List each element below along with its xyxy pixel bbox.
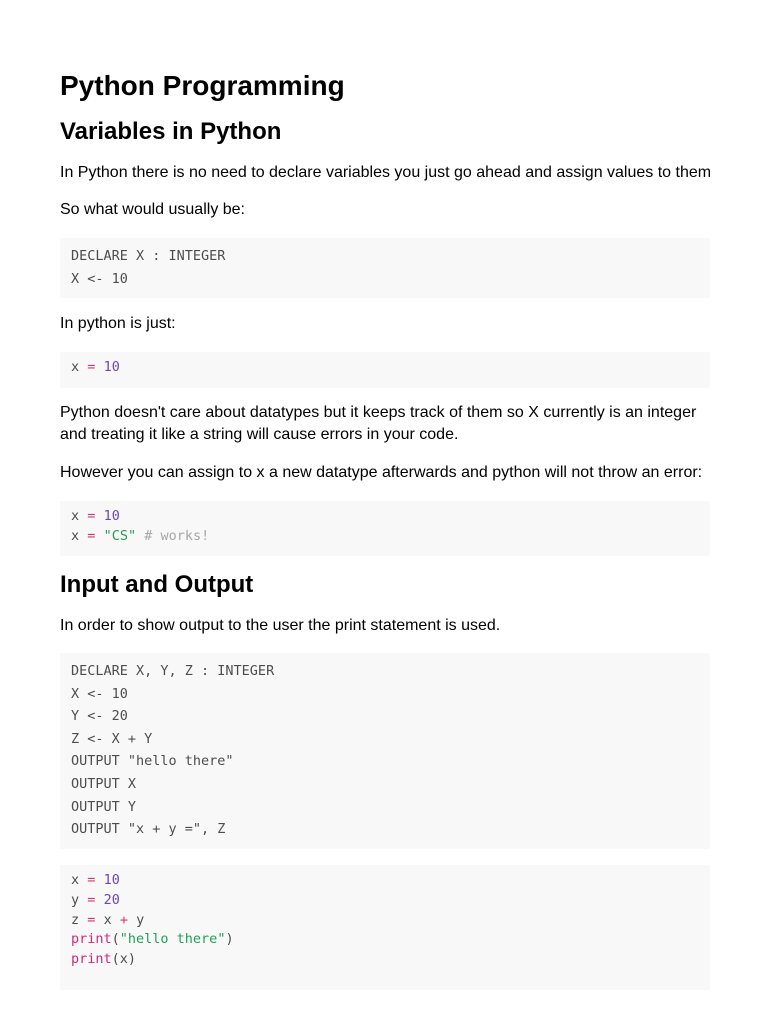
section-heading-input-output: Input and Output <box>60 571 254 598</box>
code-line: X <- 10 <box>71 270 128 287</box>
code-line: y = 20 <box>71 891 120 908</box>
code-line: DECLARE X, Y, Z : INTEGER <box>71 663 275 679</box>
code-line: OUTPUT Y <box>71 798 137 815</box>
page-title: Python Programming <box>60 70 345 101</box>
paragraph: However you can assign to x a new datatype afterwards and python will not throw an error: <box>60 464 703 481</box>
paragraph: In python is just: <box>60 315 176 332</box>
code-line: print(x) <box>71 951 137 968</box>
code-line: OUTPUT "x + y =", Z <box>71 821 226 838</box>
paragraph: In order to show output to the user the print statement is used. <box>60 617 501 634</box>
pseudocode-block <box>60 653 710 849</box>
code-line: OUTPUT X <box>71 775 137 792</box>
code-line: X <- 10 <box>71 685 128 702</box>
paragraph: Python doesn't care about datatypes but it keeps track of them so X currently is an integer and treating it like a string will cause errors in your code. <box>60 404 697 443</box>
code-line: x = 10 <box>71 359 120 375</box>
python-code-block <box>60 501 710 556</box>
code-line: print("hello there") <box>71 931 234 948</box>
python-code-block <box>60 352 710 388</box>
code-line: Y <- 20 <box>71 708 128 725</box>
section-heading-variables: Variables in Python <box>60 118 282 145</box>
python-code-block <box>60 865 710 990</box>
pseudocode-block <box>60 238 710 298</box>
code-line: x = 10 <box>71 872 120 888</box>
paragraph: So what would usually be: <box>60 201 245 218</box>
code-line: x = "CS" # works! <box>71 527 210 544</box>
code-line: DECLARE X : INTEGER <box>71 248 226 264</box>
paragraph: In Python there is no need to declare variables you just go ahead and assign values to them <box>60 164 712 181</box>
code-line: Z <- X + Y <box>71 730 153 747</box>
code-line: z = x + y <box>71 911 145 928</box>
code-line: OUTPUT "hello there" <box>71 753 234 770</box>
code-line: x = 10 <box>71 508 120 524</box>
